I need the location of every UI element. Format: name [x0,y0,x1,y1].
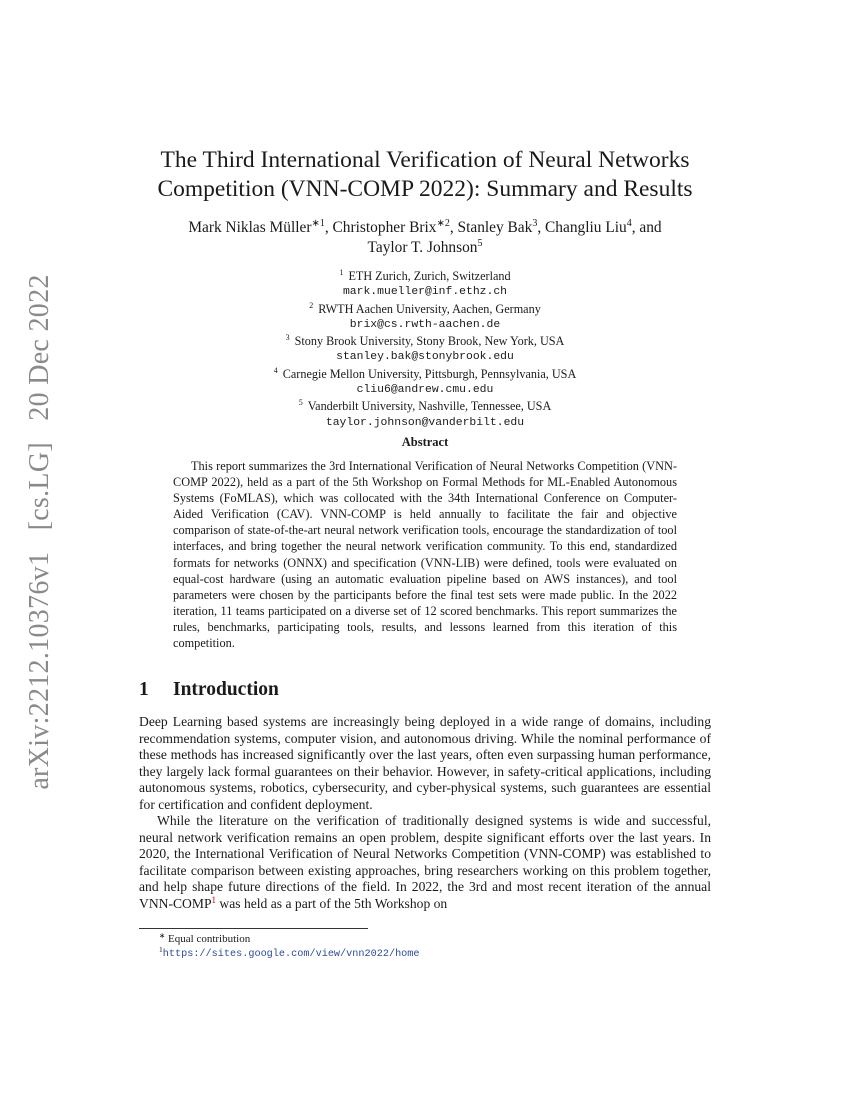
abstract-text: This report summarizes the 3rd International Verification of Neural Networks Competition (VNN-COMP 2022), held as a part of the 5th Workshop on Formal Methods for ML-Enabled Autonomous Systems (FoMLAS), which was collocated with the 34th International Conference on Computer-Aided Verification (CAV). VNN-COMP is held annually to facilitate the fair and objective comparison of state-of-the-art neural network verification tools, encourage the standardization of tool interfaces, and bring together the neural network verification community. To this end, standardized formats for networks (ONNX) and specification (VNN-LIB) were defined, tools were evaluated on equal-cost hardware (using an automatic evaluation pipeline based on AWS instances), and tool parameters were chosen by the participants before the final test sets were made public. In the 2022 iteration, 11 teams participated on a diverse set of 12 scored benchmarks. This report summarizes the rules, benchmarks, participating tools, results, and lessons learned from this iteration of this competition. [173,459,677,651]
author: Stanley Bak$^3$ [457,218,538,236]
affiliation-institution: $^5$ Vanderbilt University, Nashville, Tennessee, USA [298,398,552,414]
affiliations [150,268,700,431]
affiliation-email[interactable]: stanley.bak@stonybrook.edu [336,351,514,364]
footnote-divider [139,928,368,929]
paper-title [100,146,750,204]
paragraph: Deep Learning based systems are increasingly being deployed in a wide range of domains, including recommendation systems, computer vision, and autonomous driving. While the nominal performance of these methods has increased significantly over the last years, often even surpassing human performance, they largely lack formal guarantees on their behavior. However, in safety-critical applications, including autonomous systems, robotics, cybersecurity, and cyber-physical systems, such guarantees are essential for certification and confident deployment. [139,714,711,812]
author: Mark Niklas Müller$^{∗1}$ [188,218,325,236]
abstract-heading: Abstract [401,435,449,449]
arxiv-category: [cs.LG] [24,442,55,531]
footnote-url: $^1$https://sites.google.com/view/vnn2022/home [159,945,420,960]
affiliation-institution: $^3$ Stony Brook University, Stony Brook, New York, USA [285,333,565,349]
section-number: 1 [139,679,149,700]
affiliation-institution: $^1$ ETH Zurich, Zurich, Switzerland [339,268,511,283]
author: Taylor T. Johnson$^5$ [367,238,483,256]
section-body [139,714,711,913]
affiliation-institution: $^2$ RWTH Aachen University, Aachen, Germany [309,300,541,316]
affiliation-email[interactable]: mark.mueller@inf.ethz.ch [342,286,508,299]
affiliation-institution: $^4$ Carnegie Mellon University, Pittsburgh, Pennsylvania, USA [273,365,577,381]
footnotes [159,932,420,962]
author-conjunction: and [639,219,662,236]
title-line-1: The Third International Verification of Neural Networks [160,147,690,173]
author-list: Mark Niklas Müller$^{∗1}$, Christopher Brix$^{∗2}$, Stanley Bak$^3$, Changliu Liu$^4$, and Taylor T. Johnson$^5$ [188,218,662,256]
title-line-2: Competition (VNN-COMP 2022): Summary and Results [157,176,693,202]
affiliation-email[interactable]: cliu6@andrew.cmu.edu [356,384,494,397]
footnote-equal-contribution: ∗ Equal contribution [159,931,251,945]
arxiv-date: 20 Dec 2022 [24,274,55,421]
author: Changliu Liu$^4$ [545,218,632,236]
paragraph: While the literature on the verification of traditionally designed systems is wide and successful, neural network verification remains an open problem, despite significant efforts over the last years. In 2020, the International Verification of Neural Networks Competition (VNN-COMP) was established to facilitate comparison between existing approaches, bring researchers working on this problem together, and help shape future directions of the field. In 2022, the 3rd and most recent iteration of the annual VNN-COMP$^1$ was held as a part of the 5th Workshop on [139,813,711,912]
author: Christopher Brix$^{∗2}$ [332,218,450,236]
footnote-ref[interactable]: 1 [211,895,217,906]
footnote-link[interactable]: https://sites.google.com/view/vnn2022/home [162,949,420,960]
affiliation-email[interactable]: taylor.johnson@vanderbilt.edu [325,416,525,429]
arxiv-side-stamp [24,267,56,796]
affiliation-email[interactable]: brix@cs.rwth-aachen.de [349,318,501,331]
section-heading [139,679,279,701]
arxiv-id: arXiv:2212.10376v1 [24,551,55,790]
section-title: Introduction [173,679,279,700]
